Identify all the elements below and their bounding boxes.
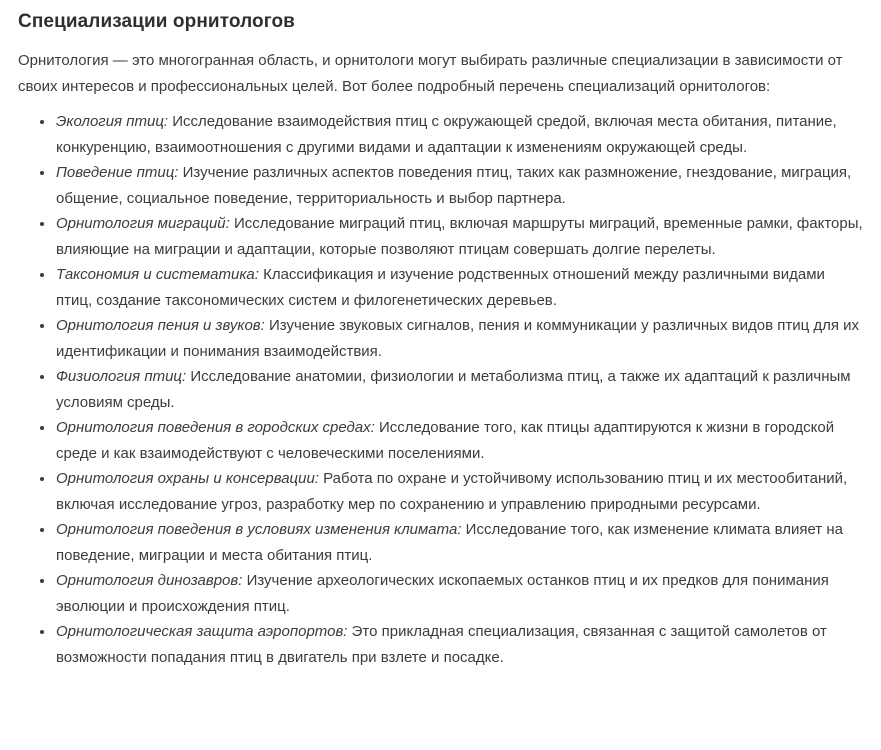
list-item — [55, 415, 863, 466]
list-item — [55, 568, 863, 619]
specialization-description: Изучение археологических ископаемых останков птиц и их предков для понимания эволюции и происхождения птиц. — [56, 572, 829, 615]
specialization-description: Классификация и изучение родственных отношений между различными видами птиц, создание таксономических систем и филогенетических деревьев. — [56, 266, 825, 309]
list-item — [55, 364, 863, 415]
list-item — [55, 211, 863, 262]
list-item — [55, 262, 863, 313]
specialization-name: Поведение птиц: — [56, 164, 179, 181]
specialization-description: Исследование того, как птицы адаптируются к жизни в городской среде и как взаимодействуют с человеческими поселениями. — [56, 419, 835, 462]
specialization-name: Орнитология поведения в условиях изменения климата: — [56, 521, 462, 538]
list-item — [55, 109, 863, 160]
specializations-list — [18, 109, 863, 670]
specialization-name: Орнитологическая защита аэропортов: — [56, 623, 348, 640]
list-item — [55, 619, 863, 670]
page-title: Специализации орнитологов — [18, 11, 295, 32]
specialization-description: Работа по охране и устойчивому использованию птиц и их местообитаний, включая исследование угроз, разработку мер по сохранению и управлению природными ресурсами. — [56, 470, 848, 513]
intro-paragraph: Орнитология — это многогранная область, и орнитологи могут выбирать различные специализации в зависимости от своих интересов и профессиональных целей. Вот более подробный перечень специализаций орнитологов: — [18, 52, 843, 95]
specialization-name: Орнитология пения и звуков: — [56, 317, 265, 334]
specialization-name: Физиология птиц: — [56, 368, 187, 385]
specialization-name: Экология птиц: — [56, 113, 169, 130]
list-item — [55, 466, 863, 517]
specialization-description: Исследование анатомии, физиологии и метаболизма птиц, а также их адаптаций к различным условиям среды. — [56, 368, 851, 411]
specialization-name: Орнитология охраны и консервации: — [56, 470, 319, 487]
list-item — [55, 160, 863, 211]
specialization-description: Исследование того, как изменение климата влияет на поведение, миграции и места обитания птиц. — [56, 521, 843, 564]
specialization-description: Это прикладная специализация, связанная с защитой самолетов от возможности попадания птиц в двигатель при взлете и посадке. — [56, 623, 827, 666]
specialization-name: Орнитология поведения в городских средах: — [56, 419, 375, 436]
specialization-description: Изучение различных аспектов поведения птиц, таких как размножение, гнездование, миграция, общение, социальное поведение, территориальность и выбор партнера. — [56, 164, 852, 207]
specialization-description: Исследование миграций птиц, включая маршруты миграций, временные рамки, факторы, влияющие на миграции и адаптации, которые позволяют птицам совершать долгие перелеты. — [56, 215, 863, 258]
list-item — [55, 517, 863, 568]
specialization-description: Изучение звуковых сигналов, пения и коммуникации у различных видов птиц для их идентификации и понимания взаимодействия. — [56, 317, 860, 360]
specialization-name: Орнитология динозавров: — [56, 572, 243, 589]
specialization-name: Орнитология миграций: — [56, 215, 230, 232]
specialization-description: Исследование взаимодействия птиц с окружающей средой, включая места обитания, питание, конкуренцию, взаимоотношения с другими видами и адаптации к изменениям окружающей среды. — [56, 113, 837, 156]
list-item — [55, 313, 863, 364]
specialization-name: Таксономия и систематика: — [56, 266, 259, 283]
